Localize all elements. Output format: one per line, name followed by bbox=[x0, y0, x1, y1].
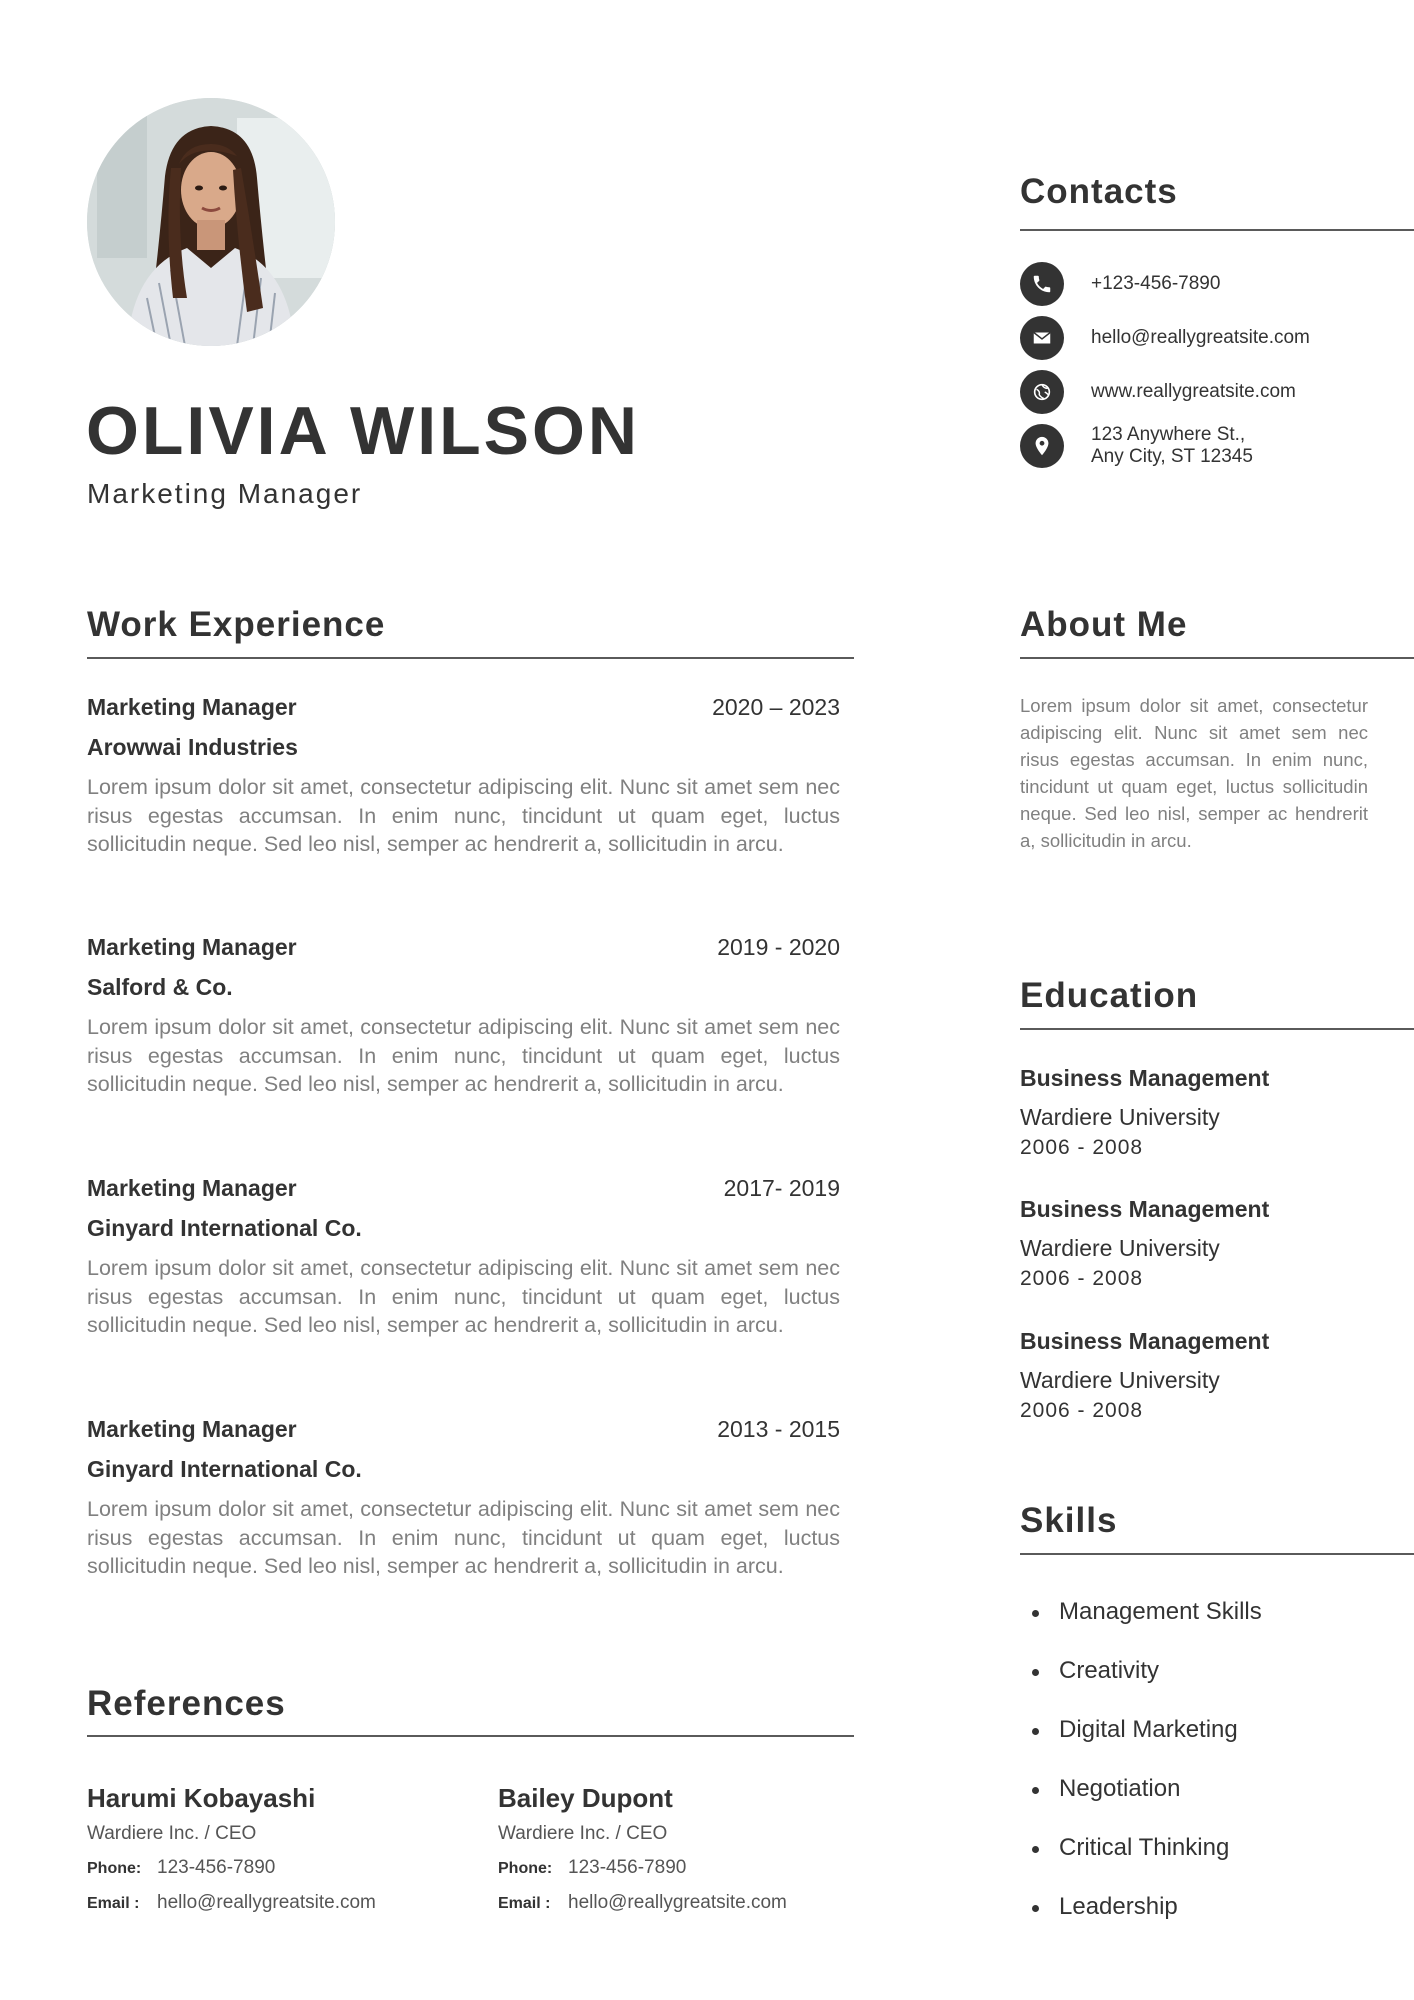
job-title: Marketing Manager bbox=[87, 1175, 297, 1201]
profile-photo-illustration bbox=[87, 98, 335, 346]
job-dates: 2020 – 2023 bbox=[712, 694, 840, 720]
globe-icon bbox=[1020, 370, 1064, 414]
contact-phone[interactable]: +123-456-7890 bbox=[1091, 273, 1221, 294]
education-divider bbox=[1020, 1028, 1414, 1030]
location-pin-icon bbox=[1020, 424, 1064, 468]
job-description: Lorem ipsum dolor sit amet, consectetur adipiscing elit. Nunc sit amet sem nec risus egestas accumsan. In enim nunc, tincidunt ut quam eget, luctus sollicitudin neque. Sed leo nisl, semper ac hendrerit a, sollicitudin in arcu. bbox=[87, 775, 840, 856]
bullet-icon bbox=[1032, 1905, 1039, 1912]
reference-company: Wardiere Inc. / CEO bbox=[87, 1823, 257, 1844]
reference-email-row bbox=[87, 1892, 376, 1914]
skill-item bbox=[1020, 1834, 1262, 1893]
job-dates: 2019 - 2020 bbox=[717, 934, 840, 960]
job-company: Salford & Co. bbox=[87, 974, 233, 1000]
contacts-divider bbox=[1020, 229, 1414, 231]
reference-name: Bailey Dupont bbox=[498, 1783, 673, 1813]
profile-photo bbox=[87, 98, 335, 346]
reference-email[interactable]: hello@reallygreatsite.com bbox=[568, 1892, 787, 1913]
job-description: Lorem ipsum dolor sit amet, consectetur adipiscing elit. Nunc sit amet sem nec risus egestas accumsan. In enim nunc, tincidunt ut quam eget, luctus sollicitudin neque. Sed leo nisl, semper ac hendrerit a, sollicitudin in arcu. bbox=[87, 1497, 840, 1578]
email-label: Email : bbox=[498, 1895, 551, 1912]
skill-item bbox=[1020, 1893, 1262, 1952]
reference-phone-row bbox=[498, 1857, 686, 1879]
email-label: Email : bbox=[87, 1895, 140, 1912]
contact-email[interactable]: hello@reallygreatsite.com bbox=[1091, 327, 1310, 348]
education-degree: Business Management bbox=[1020, 1196, 1270, 1222]
skills-title: Skills bbox=[1020, 1501, 1118, 1540]
education-degree: Business Management bbox=[1020, 1065, 1270, 1091]
job-company: Ginyard International Co. bbox=[87, 1456, 362, 1482]
mail-icon bbox=[1020, 316, 1064, 360]
reference-email[interactable]: hello@reallygreatsite.com bbox=[157, 1892, 376, 1913]
education-school: Wardiere University bbox=[1020, 1235, 1220, 1261]
education-years: 2006 - 2008 bbox=[1020, 1399, 1144, 1422]
skills-list bbox=[1020, 1598, 1262, 1952]
education-degree: Business Management bbox=[1020, 1328, 1270, 1354]
references-divider bbox=[87, 1735, 854, 1737]
job-dates: 2013 - 2015 bbox=[717, 1416, 840, 1442]
education-years: 2006 - 2008 bbox=[1020, 1136, 1144, 1159]
reference-email-row bbox=[498, 1892, 787, 1914]
skill-item bbox=[1020, 1775, 1262, 1834]
job-title: Marketing Manager bbox=[87, 1416, 297, 1442]
bullet-icon bbox=[1032, 1669, 1039, 1676]
education-school: Wardiere University bbox=[1020, 1104, 1220, 1130]
skill-label: Leadership bbox=[1059, 1893, 1178, 1920]
skill-label: Management Skills bbox=[1059, 1598, 1262, 1625]
skill-label: Digital Marketing bbox=[1059, 1716, 1238, 1743]
education-title: Education bbox=[1020, 976, 1199, 1015]
education-years: 2006 - 2008 bbox=[1020, 1267, 1144, 1290]
bullet-icon bbox=[1032, 1787, 1039, 1794]
reference-name: Harumi Kobayashi bbox=[87, 1783, 316, 1813]
candidate-name: OLIVIA WILSON bbox=[86, 393, 641, 469]
skills-divider bbox=[1020, 1553, 1414, 1555]
phone-icon bbox=[1020, 262, 1064, 306]
contact-address-line1: 123 Anywhere St., bbox=[1091, 424, 1246, 445]
skill-item bbox=[1020, 1716, 1262, 1775]
work-divider bbox=[87, 657, 854, 659]
skill-label: Creativity bbox=[1059, 1657, 1160, 1684]
job-dates: 2017- 2019 bbox=[723, 1175, 840, 1201]
job-company: Arowwai Industries bbox=[87, 734, 298, 760]
about-text: Lorem ipsum dolor sit amet, consectetur adipiscing elit. Nunc sit amet sem nec risus egestas accumsan. In enim nunc, tincidunt ut quam eget, luctus sollicitudin neque. Sed leo nisl, semper ac hendrerit a, sollicitudin in arcu. bbox=[1020, 695, 1368, 851]
phone-label: Phone: bbox=[87, 1860, 142, 1877]
bullet-icon bbox=[1032, 1728, 1039, 1735]
skill-item bbox=[1020, 1598, 1262, 1657]
skill-label: Critical Thinking bbox=[1059, 1834, 1230, 1861]
candidate-role: Marketing Manager bbox=[87, 478, 363, 509]
job-title: Marketing Manager bbox=[87, 694, 297, 720]
reference-phone[interactable]: 123-456-7890 bbox=[568, 1857, 687, 1878]
job-title: Marketing Manager bbox=[87, 934, 297, 960]
about-title: About Me bbox=[1020, 605, 1188, 644]
phone-label: Phone: bbox=[498, 1860, 553, 1877]
contact-website[interactable]: www.reallygreatsite.com bbox=[1091, 381, 1296, 402]
reference-phone[interactable]: 123-456-7890 bbox=[157, 1857, 276, 1878]
references-title: References bbox=[87, 1684, 286, 1723]
bullet-icon bbox=[1032, 1846, 1039, 1853]
work-title: Work Experience bbox=[87, 605, 386, 644]
job-description: Lorem ipsum dolor sit amet, consectetur adipiscing elit. Nunc sit amet sem nec risus egestas accumsan. In enim nunc, tincidunt ut quam eget, luctus sollicitudin neque. Sed leo nisl, semper ac hendrerit a, sollicitudin in arcu. bbox=[87, 1256, 840, 1337]
contact-address-line2: Any City, ST 12345 bbox=[1091, 446, 1253, 467]
reference-company: Wardiere Inc. / CEO bbox=[498, 1823, 668, 1844]
skill-item bbox=[1020, 1657, 1262, 1716]
reference-phone-row bbox=[87, 1857, 275, 1879]
job-company: Ginyard International Co. bbox=[87, 1215, 362, 1241]
job-description: Lorem ipsum dolor sit amet, consectetur adipiscing elit. Nunc sit amet sem nec risus egestas accumsan. In enim nunc, tincidunt ut quam eget, luctus sollicitudin neque. Sed leo nisl, semper ac hendrerit a, sollicitudin in arcu. bbox=[87, 1015, 840, 1096]
education-school: Wardiere University bbox=[1020, 1367, 1220, 1393]
bullet-icon bbox=[1032, 1610, 1039, 1617]
skill-label: Negotiation bbox=[1059, 1775, 1181, 1802]
contacts-title: Contacts bbox=[1020, 172, 1178, 211]
about-divider bbox=[1020, 657, 1414, 659]
